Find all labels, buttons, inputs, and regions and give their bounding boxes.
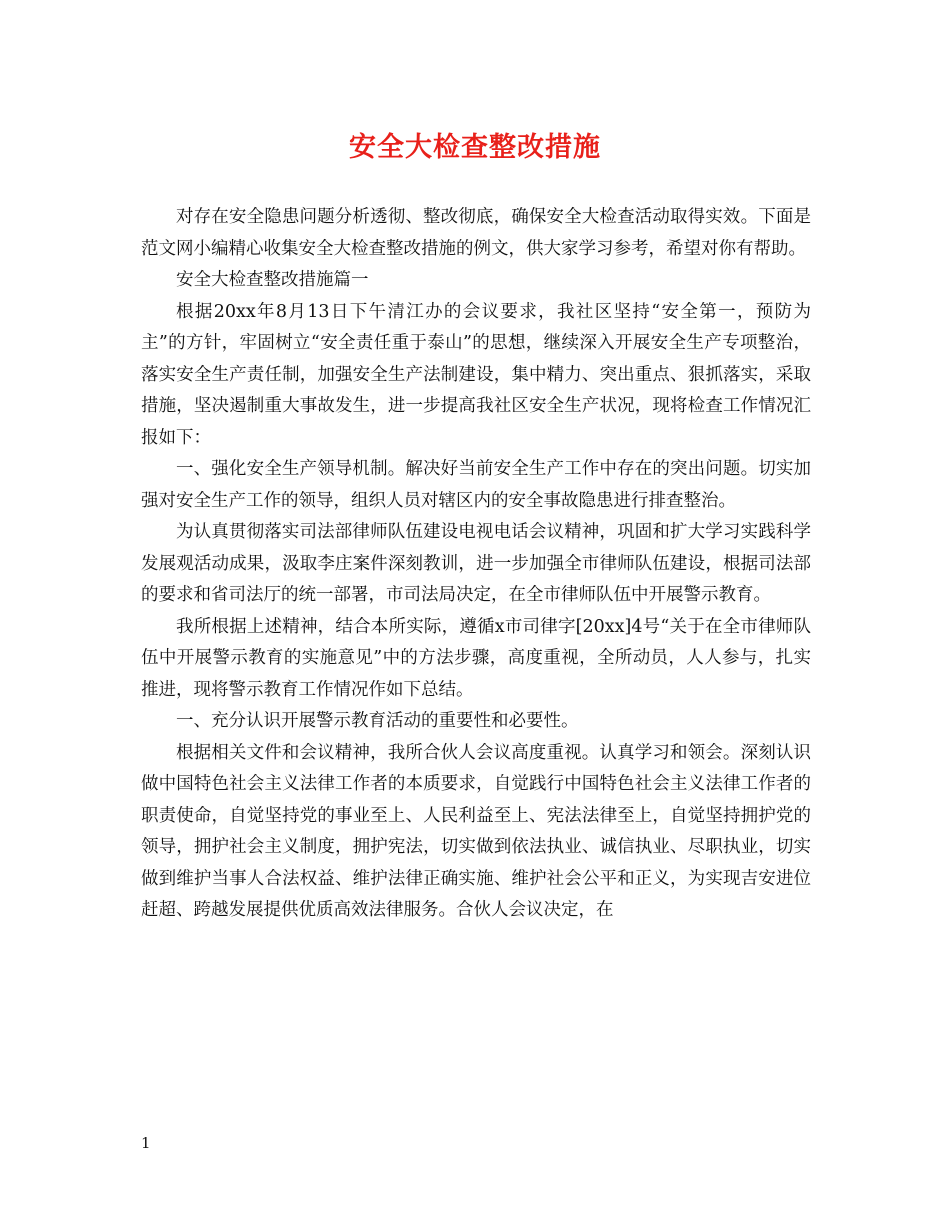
paragraph-intro: 对存在安全隐患问题分析透彻、整改彻底，确保安全大检查活动取得实效。下面是范文网小编精心收集安全大检查整改措施的例文，供大家学习参考，希望对你有帮助。 bbox=[141, 207, 811, 259]
paragraph: 根据相关文件和会议精神，我所合伙人会议高度重视。认真学习和领会。深刻认识做中国特色社会主义法律工作者的本质要求，自觉践行中国特色社会主义法律工作者的职责使命，自觉坚持党的事业至上、人民利益至上、宪法法律至上，自觉坚持拥护党的领导，拥护社会主义制度，拥护宪法，切实做到依法执业、诚信执业、尽职执业，切实做到维护当事人合法权益、维护法律正确实施、维护社会公平和正义，为实现吉安进位赶超、跨越发展提供优质高效法律服务。合伙人会议决定，在 bbox=[141, 742, 811, 920]
page-number: 1 bbox=[141, 1134, 151, 1152]
document-body bbox=[141, 202, 811, 927]
document-title: 安全大检查整改措施 bbox=[349, 132, 601, 163]
paragraph: 根据20xx年8月13日下午清江办的会议要求，我社区坚持“安全第一，预防为主”的方针，牢固树立“安全责任重于泰山”的思想，继续深入开展安全生产专项整治，落实安全生产责任制，加强安全生产法制建设，集中精力、突出重点、狠抓落实，采取措施，坚决遏制重大事故发生，进一步提高我社区安全生产状况，现将检查工作情况汇报如下： bbox=[141, 301, 811, 448]
paragraph-subheading: 一、充分认识开展警示教育活动的重要性和必要性。 bbox=[176, 711, 579, 731]
paragraph-section-heading: 安全大检查整改措施篇一 bbox=[176, 270, 369, 290]
paragraph: 我所根据上述精神，结合本所实际，遵循x市司律字[20xx]4号“关于在全市律师队伍中开展警示教育的实施意见”中的方法步骤，高度重视，全所动员，人人参与，扎实推进，现将警示教育工作情况作如下总结。 bbox=[141, 616, 811, 700]
paragraph: 为认真贯彻落实司法部律师队伍建设电视电话会议精神，巩固和扩大学习实践科学发展观活动成果，汲取李庄案件深刻教训，进一步加强全市律师队伍建设，根据司法部的要求和省司法厅的统一部署，市司法局决定，在全市律师队伍中开展警示教育。 bbox=[141, 522, 811, 605]
paragraph: 一、强化安全生产领导机制。解决好当前安全生产工作中存在的突出问题。切实加强对安全生产工作的领导，组织人员对辖区内的安全事故隐患进行排查整治。 bbox=[141, 459, 811, 511]
